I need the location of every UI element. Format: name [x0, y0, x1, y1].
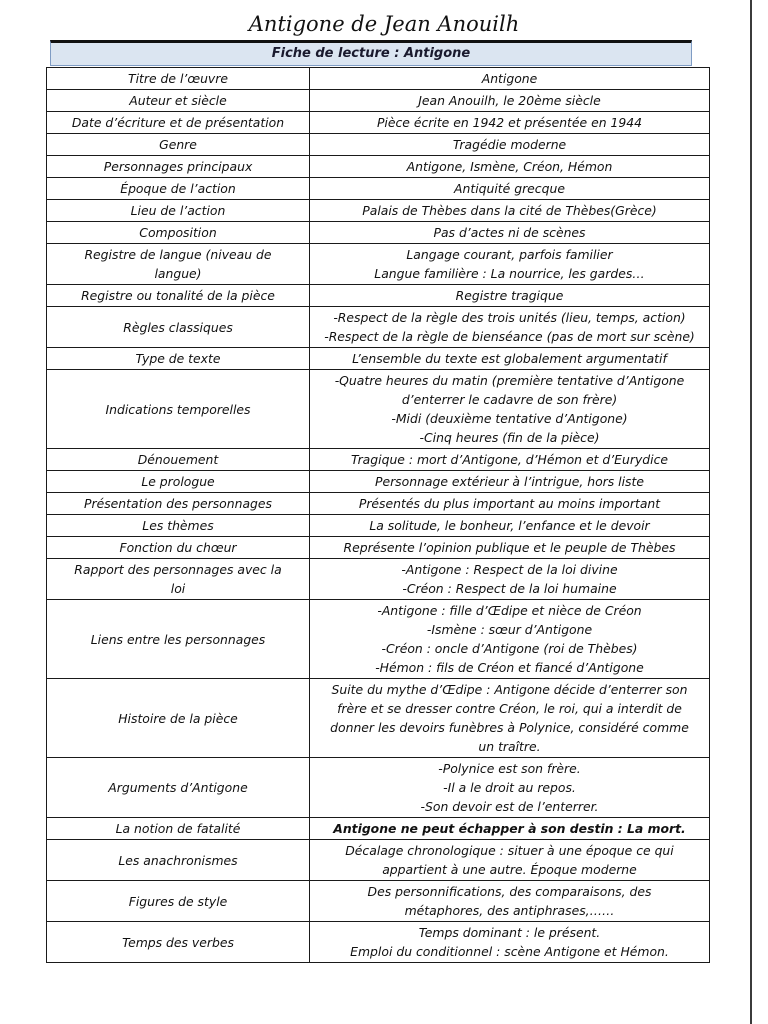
row-value-line: métaphores, des antiphrases,……: [404, 903, 615, 918]
row-value-cell: [310, 758, 710, 818]
row-value-line: -Créon : oncle d’Antigone (roi de Thèbes): [381, 641, 638, 656]
row-value-cell: [310, 818, 710, 840]
row-value-line: L’ensemble du texte est globalement argumentatif: [352, 351, 667, 366]
row-label-cell: [47, 515, 310, 537]
row-label-line: Les thèmes: [142, 518, 214, 533]
row-value-cell: [310, 881, 710, 922]
row-value-cell: [310, 515, 710, 537]
row-label-line: Époque de l’action: [120, 181, 236, 196]
row-value-line: -Polynice est son frère.: [438, 761, 581, 776]
row-value-cell: [310, 307, 710, 348]
row-label-line: Arguments d’Antigone: [108, 780, 248, 795]
row-value-line: Suite du mythe d’Œdipe : Antigone décide d’enterrer son: [331, 682, 688, 697]
row-value-line: Des personnifications, des comparaisons, des: [367, 884, 652, 899]
row-label-line: Temps des verbes: [122, 934, 234, 950]
row-label-cell: [47, 90, 310, 112]
row-value-line: -Respect de la règle de bienséance (pas de mort sur scène): [324, 329, 695, 344]
row-label-line: Personnages principaux: [103, 159, 253, 174]
row-label-line: Figures de style: [128, 893, 228, 909]
row-value-line: Temps dominant : le présent.: [418, 925, 601, 940]
row-value-line: -Créon : Respect de la loi humaine: [402, 581, 617, 596]
row-label-line: Indications temporelles: [105, 401, 251, 417]
reading-sheet-banner: [50, 40, 692, 66]
row-label-line: Liens entre les personnages: [90, 631, 266, 647]
row-label-line: Lieu de l’action: [130, 203, 226, 218]
row-value-line: Tragique : mort d’Antigone, d’Hémon et d’Eurydice: [350, 452, 669, 467]
table-row: [47, 600, 710, 679]
row-value-line: -Antigone : Respect de la loi divine: [401, 562, 618, 577]
row-label-line: Les anachronismes: [118, 852, 238, 868]
row-label-line: Histoire de la pièce: [118, 710, 238, 726]
table-row: [47, 881, 710, 922]
table-row: [47, 537, 710, 559]
row-value-cell: [310, 68, 710, 90]
row-label-cell: [47, 348, 310, 370]
row-value-line: Pièce écrite en 1942 et présentée en 1944: [376, 115, 643, 130]
row-value-line: Antigone ne peut échapper à son destin : La mort.: [333, 821, 686, 836]
row-value-line: frère et se dresser contre Créon, le roi, qui a interdit de: [337, 701, 682, 716]
row-value-line: Pas d’actes ni de scènes: [433, 225, 586, 240]
row-label-cell: [47, 244, 310, 285]
row-value-line: -Ismène : sœur d’Antigone: [426, 622, 593, 637]
row-value-line: Langage courant, parfois familier: [406, 247, 613, 262]
table-row: [47, 449, 710, 471]
table-row: [47, 679, 710, 758]
table-row: [47, 559, 710, 600]
row-value-cell: [310, 90, 710, 112]
table-row: [47, 758, 710, 818]
row-value-line: Jean Anouilh, le 20ème siècle: [418, 93, 601, 108]
row-label-cell: [47, 200, 310, 222]
row-value-line: Palais de Thèbes dans la cité de Thèbes(Grèce): [362, 203, 657, 218]
row-label-cell: [47, 178, 310, 200]
row-label-cell: [47, 68, 310, 90]
row-label-line: Registre ou tonalité de la pièce: [81, 288, 275, 303]
row-label-cell: [47, 600, 310, 679]
row-label-line: loi: [170, 581, 186, 596]
row-value-line: La solitude, le bonheur, l’enfance et le devoir: [369, 518, 650, 533]
row-label-cell: [47, 112, 310, 134]
row-label-line: Rapport des personnages avec la: [74, 562, 282, 577]
row-value-line: Antiquité grecque: [454, 181, 565, 196]
row-value-cell: [310, 285, 710, 307]
row-label-line: Le prologue: [141, 474, 215, 489]
row-value-line: -Il a le droit au repos.: [443, 780, 576, 795]
row-value-line: appartient à une autre. Époque moderne: [382, 862, 637, 877]
row-value-line: -Quatre heures du matin (première tentative d’Antigone: [334, 373, 685, 388]
row-value-cell: [310, 922, 710, 963]
table-row: [47, 348, 710, 370]
row-label-cell: [47, 156, 310, 178]
table-row: [47, 112, 710, 134]
row-value-line: -Cinq heures (fin de la pièce): [419, 430, 600, 445]
row-value-line: Emploi du conditionnel : scène Antigone et Hémon.: [350, 944, 669, 959]
row-value-line: Antigone: [481, 71, 538, 86]
row-value-cell: [310, 679, 710, 758]
row-value-cell: [310, 200, 710, 222]
row-value-line: Antigone, Ismène, Créon, Hémon: [406, 159, 613, 174]
table-row: [47, 178, 710, 200]
row-label-line: Dénouement: [137, 452, 219, 467]
table-body: [47, 68, 710, 963]
row-label-cell: [47, 370, 310, 449]
document-title: Antigone de Jean Anouilh: [248, 12, 520, 36]
table-row: [47, 370, 710, 449]
row-value-line: Personnage extérieur à l’intrigue, hors liste: [374, 474, 644, 489]
row-value-cell: [310, 537, 710, 559]
row-value-cell: [310, 222, 710, 244]
row-label-line: Titre de l’œuvre: [128, 71, 228, 86]
row-value-line: Registre tragique: [455, 288, 564, 303]
row-value-cell: [310, 370, 710, 449]
row-label-line: Auteur et siècle: [129, 93, 227, 108]
row-label-cell: [47, 471, 310, 493]
row-label-line: langue): [154, 266, 202, 281]
row-label-cell: [47, 285, 310, 307]
table-row: [47, 90, 710, 112]
row-label-cell: [47, 679, 310, 758]
row-label-cell: [47, 559, 310, 600]
table-row: [47, 200, 710, 222]
row-label-cell: [47, 134, 310, 156]
table-row: [47, 515, 710, 537]
row-label-cell: [47, 449, 310, 471]
banner-title: Fiche de lecture : Antigone: [271, 46, 471, 61]
table-row: [47, 134, 710, 156]
row-value-cell: [310, 559, 710, 600]
row-label-cell: [47, 307, 310, 348]
row-value-cell: [310, 493, 710, 515]
row-value-line: donner les devoirs funèbres à Polynice, considéré comme: [330, 720, 689, 735]
row-value-cell: [310, 134, 710, 156]
row-label-line: Type de texte: [135, 351, 221, 366]
table-row: [47, 68, 710, 90]
table-row: [47, 156, 710, 178]
row-value-line: Décalage chronologique : situer à une époque ce qui: [345, 843, 674, 858]
row-value-cell: [310, 156, 710, 178]
row-value-line: -Respect de la règle des trois unités (lieu, temps, action): [333, 310, 686, 325]
row-value-line: Tragédie moderne: [452, 137, 567, 152]
row-label-line: Date d’écriture et de présentation: [71, 115, 285, 130]
row-label-line: Composition: [139, 225, 217, 240]
row-value-line: Langue familière : La nourrice, les gardes…: [374, 266, 645, 281]
row-value-line: Représente l’opinion publique et le peuple de Thèbes: [343, 540, 676, 555]
table-row: [47, 285, 710, 307]
row-value-line: -Hémon : fils de Créon et fiancé d’Antigone: [375, 660, 644, 675]
row-value-line: -Antigone : fille d’Œdipe et nièce de Créon: [377, 603, 642, 618]
row-label-cell: [47, 537, 310, 559]
table-row: [47, 840, 710, 881]
row-label-cell: [47, 881, 310, 922]
row-value-cell: [310, 600, 710, 679]
row-value-line: d’enterrer le cadavre de son frère): [401, 392, 618, 407]
row-label-cell: [47, 840, 310, 881]
row-label-line: Règles classiques: [123, 319, 233, 335]
row-value-line: -Son devoir est de l’enterrer.: [420, 799, 599, 814]
table-row: [47, 493, 710, 515]
row-label-line: Genre: [159, 137, 197, 152]
row-label-line: Registre de langue (niveau de: [84, 247, 272, 262]
row-label-line: La notion de fatalité: [115, 821, 241, 836]
table-row: [47, 222, 710, 244]
table-row: [47, 244, 710, 285]
row-label-cell: [47, 758, 310, 818]
row-label-cell: [47, 493, 310, 515]
row-value-cell: [310, 348, 710, 370]
row-value-cell: [310, 471, 710, 493]
table-row: [47, 818, 710, 840]
row-value-cell: [310, 449, 710, 471]
row-value-line: Présentés du plus important au moins important: [358, 496, 661, 511]
row-label-cell: [47, 818, 310, 840]
row-value-cell: [310, 112, 710, 134]
row-label-cell: [47, 922, 310, 963]
table-row: [47, 471, 710, 493]
row-value-line: un traître.: [478, 739, 541, 754]
reading-sheet-table: [46, 67, 710, 963]
row-label-line: Fonction du chœur: [119, 540, 237, 555]
table-row: [47, 922, 710, 963]
table-row: [47, 307, 710, 348]
row-value-cell: [310, 244, 710, 285]
row-value-line: -Midi (deuxième tentative d’Antigone): [391, 411, 628, 426]
row-label-line: Présentation des personnages: [84, 496, 272, 511]
row-value-cell: [310, 840, 710, 881]
page-edge-rule: [750, 0, 752, 1024]
row-label-cell: [47, 222, 310, 244]
row-value-cell: [310, 178, 710, 200]
